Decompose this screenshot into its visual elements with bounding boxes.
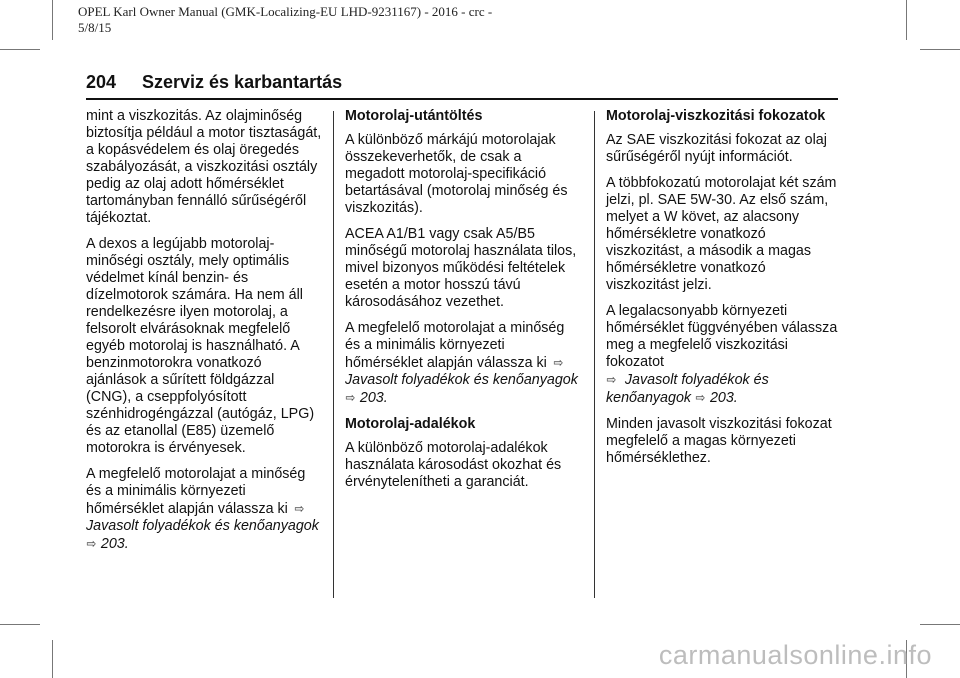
crop-mark <box>920 624 960 625</box>
page-reference[interactable]: 203. <box>359 390 388 406</box>
paragraph <box>86 466 322 553</box>
paragraph <box>606 303 842 407</box>
paragraph: A különböző márkájú motorolajak összekeverhetők, de csak a megadott motorolaj-specifikáció betartásával (motorolaj minőség és viszkozitás). <box>345 132 568 216</box>
column-divider <box>333 111 334 598</box>
cross-reference-link[interactable]: Javasolt folyadékok és kenőanyagok <box>86 518 319 534</box>
header-divider <box>86 98 838 100</box>
column-2 <box>345 108 581 500</box>
column-3 <box>606 108 842 476</box>
arrow-pointer-icon: ⇨ <box>695 390 706 405</box>
page-title: Szerviz és karbantartás <box>142 72 343 92</box>
paragraph: Az SAE viszkozitási fokozat az olaj sűrűségéről nyújt információt. <box>606 132 827 165</box>
crop-mark <box>0 49 40 50</box>
paragraph: A dexos a legújabb motorolaj-minőségi osztály, mely optimális védelmet kínál benzin- és dízelmotorok számára. Ha nem áll rendelkezésre ilyen motorolaj, a felsorolt elvárásoknak megfelelő egyéb motorolaj is használható. A benzinmotorokra vonatkozó ajánlások a sűrített földgázzal (CNG), a cseppfolyósított szénhidrogéngázzal (autógáz, LPG) és az etanollal (E85) üzemelő motorokra is érvényesek. <box>86 236 315 456</box>
arrow-pointer-icon: ⇨ <box>606 372 617 387</box>
crop-mark <box>52 0 53 40</box>
arrow-pointer-icon: ⇨ <box>294 501 305 516</box>
section-heading: Motorolaj-adalékok <box>345 416 476 432</box>
page-reference[interactable]: 203. <box>709 390 738 406</box>
page-number: 204 <box>86 72 117 92</box>
paragraph: Minden javasolt viszkozitási fokozat megfelelő a magas környezeti hőmérséklethez. <box>606 416 832 466</box>
arrow-pointer-icon: ⇨ <box>345 390 356 405</box>
paragraph-text: A legalacsonyabb környezeti hőmérséklet függvényében válassza meg a megfelelő viszkozitási fokozatot <box>606 303 838 370</box>
cross-reference-link[interactable]: Javasolt folyadékok és kenőanyagok <box>345 372 578 388</box>
cross-reference-link[interactable]: Javasolt folyadékok és kenőanyagok <box>606 372 769 406</box>
paragraph: mint a viszkozitás. Az olajminőség biztosítja például a motor tisztaságát, a kopásvédelem és olaj öregedés szabályozását, a viszkozitási osztály pedig az olaj adott hőmérséklet tartományban fennálló sűrűségéről tájékoztat. <box>86 108 322 226</box>
page-reference[interactable]: 203. <box>100 536 129 552</box>
paragraph: A különböző motorolaj-adalékok használata károsodást okozhat és érvénytelenítheti a garanciát. <box>345 440 562 490</box>
crop-mark <box>906 0 907 40</box>
paragraph-text: A megfelelő motorolajat a minőség és a minimális környezeti hőmérséklet alapján válassza ki <box>345 320 565 371</box>
paragraph <box>345 320 581 407</box>
crop-mark <box>920 49 960 50</box>
arrow-pointer-icon: ⇨ <box>553 355 564 370</box>
section-heading: Motorolaj-viszkozitási fokozatok <box>606 108 826 124</box>
paragraph: ACEA A1/B1 vagy csak A5/B5 minőségű motorolaj használata tilos, mivel bizonyos működési feltételek esetén a motor hosszú távú károsodásához vezethet. <box>345 226 577 310</box>
watermark: carmanualsonline.info <box>658 640 932 670</box>
paragraph-text: A megfelelő motorolajat a minőség és a minimális környezeti hőmérséklet alapján válassza ki <box>86 466 306 517</box>
paragraph: A többfokozatú motorolajat két szám jelzi, pl. SAE 5W-30. Az első szám, melyet a W követ, az alacsony hőmérsékletre vonatkozó viszkozitást, a második a magas hőmérsékletre vonatkozó viszkozitást jelzi. <box>606 175 837 293</box>
arrow-pointer-icon: ⇨ <box>86 536 97 551</box>
section-heading: Motorolaj-utántöltés <box>345 108 483 124</box>
crop-mark <box>52 640 53 678</box>
column-divider <box>594 111 595 598</box>
column-1 <box>86 108 322 562</box>
running-header: OPEL Karl Owner Manual (GMK-Localizing-EU LHD-9231167) - 2016 - crc - 5/8/15 <box>78 4 493 35</box>
page-header <box>86 70 840 104</box>
crop-mark <box>0 624 40 625</box>
